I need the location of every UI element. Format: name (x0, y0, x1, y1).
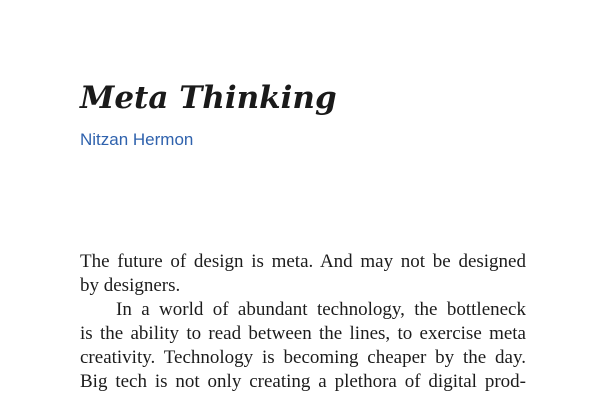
text-line: The future of design is meta. And may not be designed (80, 251, 526, 272)
text-line: is the ability to read between the lines, to exercise meta (80, 323, 526, 344)
text-line: Big tech is not only creating a plethora of digital prod- (80, 371, 526, 392)
paragraph-1 (80, 250, 526, 298)
text-line: creativity. Technology is becoming cheaper by the day. (80, 347, 526, 368)
text-line: In a world of abundant technology, the bottleneck (116, 299, 526, 320)
text-line: by designers. (80, 275, 181, 296)
article-author: Nitzan Hermon (80, 130, 194, 149)
article-body (80, 250, 526, 394)
paragraph-2 (80, 298, 526, 394)
article-title: Meta Thinking (80, 80, 337, 116)
